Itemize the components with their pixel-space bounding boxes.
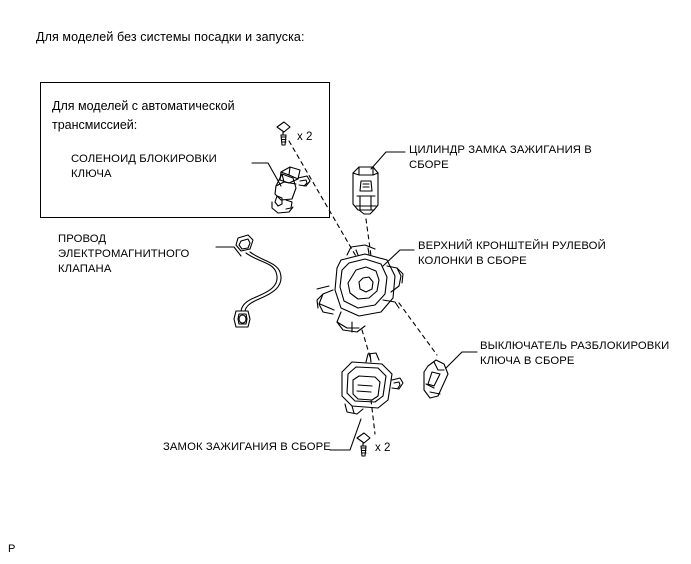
page-mark: P <box>8 543 16 555</box>
page-title: Для моделей без системы посадки и запуска: <box>36 30 305 44</box>
bolt-bottom-icon <box>357 433 370 456</box>
ignition-cylinder-part <box>353 167 378 214</box>
label-key-unlock-switch: ВЫКЛЮЧАТЕЛЬ РАЗБЛОКИРОВКИ КЛЮЧА В СБОРЕ <box>480 340 670 367</box>
label-solenoid-wire: ПРОВОД ЭЛЕКТРОМАГНИТНОГО КЛАПАНА <box>58 233 190 275</box>
bolt-quantity-top: x 2 <box>297 131 313 143</box>
inset-title: Для моделей с автоматической трансмиссией: <box>52 99 235 132</box>
label-key-lock-solenoid: СОЛЕНОИД БЛОКИРОВКИ КЛЮЧА <box>71 153 217 180</box>
label-ignition-cylinder: ЦИЛИНДР ЗАМКА ЗАЖИГАНИЯ В СБОРЕ <box>409 144 592 171</box>
upper-column-bracket-part <box>317 245 403 332</box>
label-upper-column-bracket: ВЕРХНИЙ КРОНШТЕЙН РУЛЕВОЙ КОЛОНКИ В СБОРЕ <box>418 240 606 267</box>
ignition-lock-part <box>342 353 403 414</box>
solenoid-wire-part <box>234 235 281 327</box>
label-ignition-lock: ЗАМОК ЗАЖИГАНИЯ В СБОРЕ <box>163 441 331 453</box>
key-unlock-switch-part <box>424 360 448 398</box>
bolt-quantity-bottom: x 2 <box>375 442 391 454</box>
